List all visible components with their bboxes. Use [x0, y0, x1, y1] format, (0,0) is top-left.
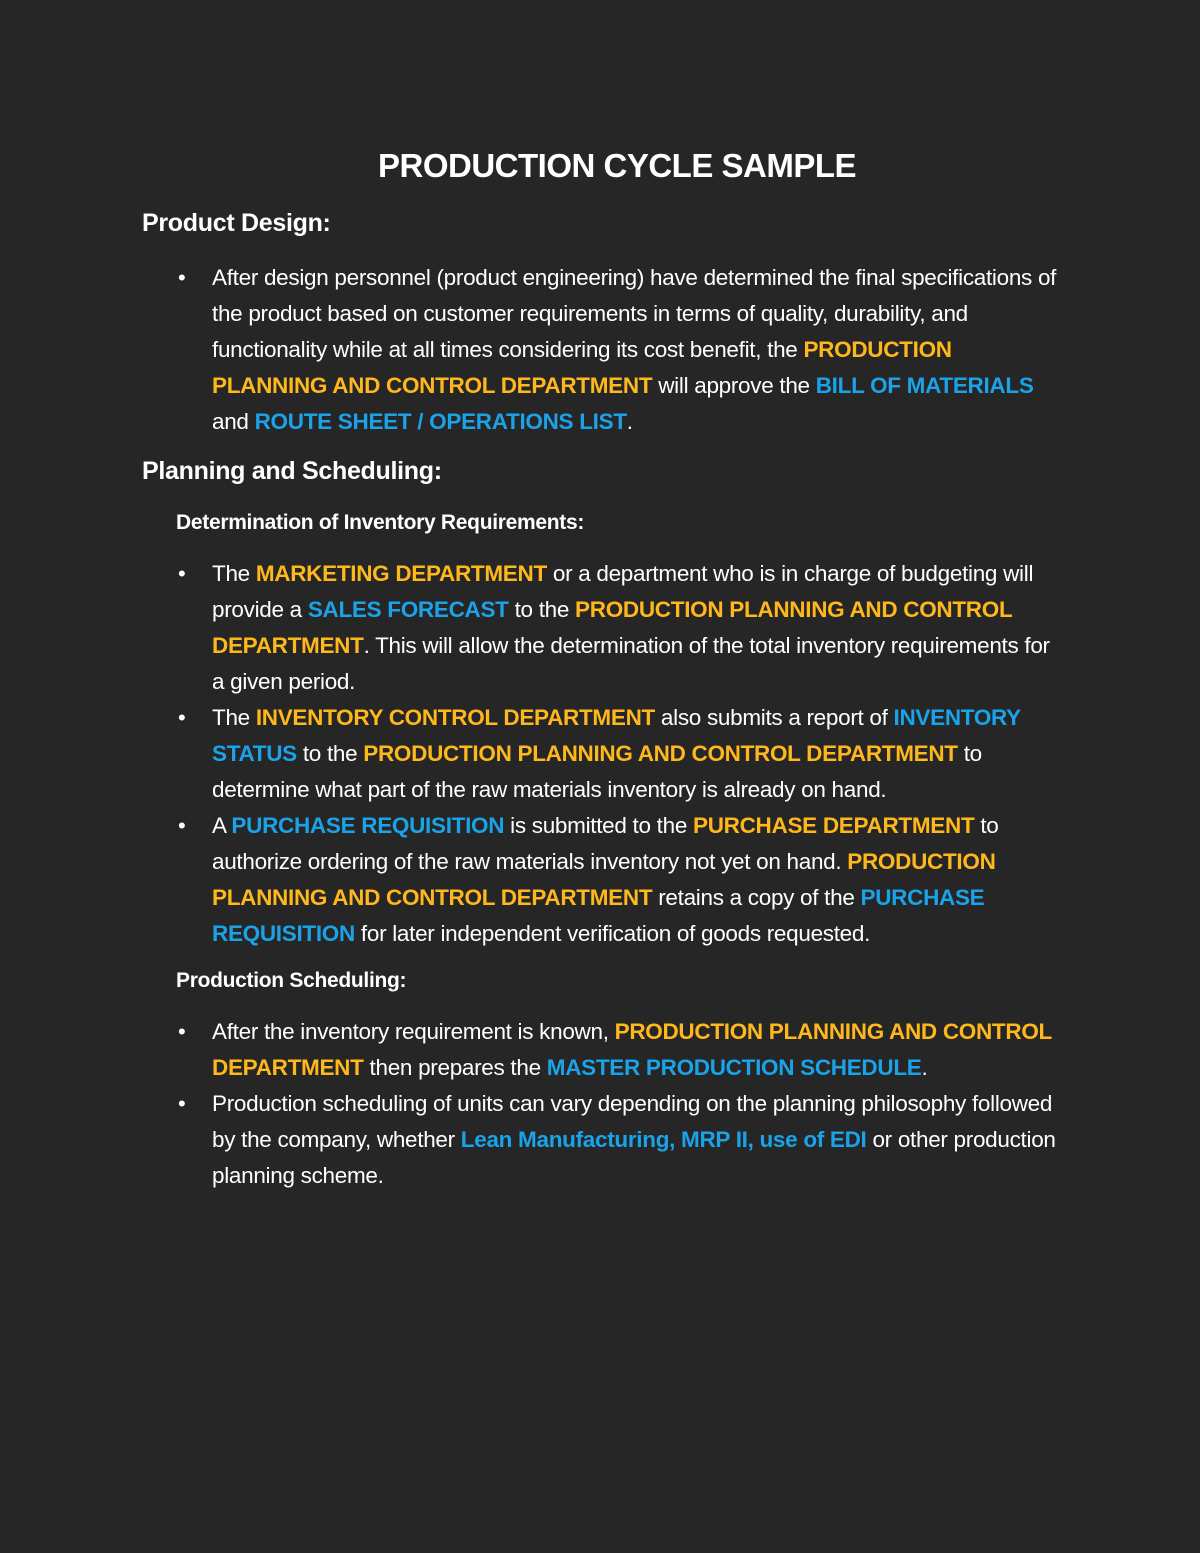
bullet-list: [142, 1014, 1062, 1194]
bullet-icon: •: [178, 813, 186, 838]
section-heading-planning-and-scheduling: Planning and Scheduling:: [142, 457, 442, 485]
text-run: and: [212, 409, 255, 434]
list-item: [142, 1014, 1062, 1086]
highlighted-term: MARKETING DEPARTMENT: [255, 561, 547, 586]
text-run: to the: [508, 597, 576, 622]
text-run: then prepares the: [363, 1055, 547, 1080]
highlighted-term: MASTER PRODUCTION SCHEDULE: [546, 1055, 922, 1080]
highlighted-term: PURCHASE REQUISITION: [212, 885, 985, 946]
text-run: . This will allow the determination of the total inventory requirements for a given period.: [212, 633, 1050, 694]
text-run: to determine what part of the raw materials inventory is already on hand.: [212, 741, 982, 802]
text-run: to the: [296, 741, 364, 766]
bullet-icon: •: [178, 265, 186, 290]
document-page: [142, 146, 1062, 1208]
highlighted-term: PRODUCTION PLANNING AND CONTROL DEPARTMENT: [212, 1019, 1052, 1080]
sub-heading-inventory-requirements: Determination of Inventory Requirements:: [176, 511, 585, 534]
highlighted-term: BILL OF MATERIALS: [815, 373, 1034, 398]
bullet-icon: •: [178, 1019, 186, 1044]
highlighted-term: PRODUCTION PLANNING AND CONTROL DEPARTMENT: [212, 849, 996, 910]
highlighted-term: SALES FORECAST: [307, 597, 509, 622]
bullet-list: [142, 556, 1062, 952]
highlighted-term: PURCHASE DEPARTMENT: [693, 813, 975, 838]
highlighted-term: PURCHASE REQUISITION: [231, 813, 505, 838]
text-run: also submits a report of: [654, 705, 894, 730]
text-run: After the inventory requirement is known,: [212, 1019, 615, 1044]
bullet-icon: •: [178, 561, 186, 586]
text-run: or a department who is in charge of budgeting will provide a: [212, 561, 1034, 622]
bullet-icon: •: [178, 705, 186, 730]
list-item: [142, 556, 1062, 700]
list-item: [142, 260, 1062, 440]
highlighted-term: PRODUCTION PLANNING AND CONTROL DEPARTMENT: [212, 337, 952, 398]
highlighted-term: PRODUCTION PLANNING AND CONTROL DEPARTMENT: [363, 741, 958, 766]
text-run: to authorize ordering of the raw materials inventory not yet on hand.: [212, 813, 999, 874]
text-run: .: [921, 1055, 928, 1080]
bullet-list: [142, 260, 1062, 440]
text-run: A: [212, 813, 232, 838]
list-item: [142, 700, 1062, 808]
text-run: will approve the: [652, 373, 816, 398]
text-run: or other production planning scheme.: [212, 1127, 1056, 1188]
text-run: The: [212, 705, 256, 730]
list-item: [142, 808, 1062, 952]
text-run: .: [626, 409, 633, 434]
text-run: is submitted to the: [504, 813, 693, 838]
text-run: After design personnel (product engineering) have determined the final specifications of the product based on customer requirements in terms of quality, durability, and functionality while at all times considering its cost benefit, the: [212, 265, 1057, 362]
highlighted-term: ROUTE SHEET / OPERATIONS LIST: [254, 409, 627, 434]
text-run: for later independent verification of goods requested.: [354, 921, 871, 946]
document-title: PRODUCTION CYCLE SAMPLE: [377, 147, 857, 184]
list-item: [142, 1086, 1062, 1194]
bullet-icon: •: [178, 1091, 186, 1116]
text-run: Production scheduling of units can vary depending on the planning philosophy followed by the company, whether: [212, 1091, 1053, 1152]
highlighted-term: INVENTORY STATUS: [212, 705, 1021, 766]
text-run: retains a copy of the: [652, 885, 861, 910]
section-heading-product-design: Product Design:: [142, 209, 331, 237]
highlighted-term: Lean Manufacturing, MRP II, use of EDI: [460, 1127, 867, 1152]
highlighted-term: INVENTORY CONTROL DEPARTMENT: [255, 705, 655, 730]
highlighted-term: PRODUCTION PLANNING AND CONTROL DEPARTMENT: [212, 597, 1012, 658]
sub-heading-production-scheduling: Production Scheduling:: [176, 969, 407, 992]
text-run: The: [212, 561, 256, 586]
